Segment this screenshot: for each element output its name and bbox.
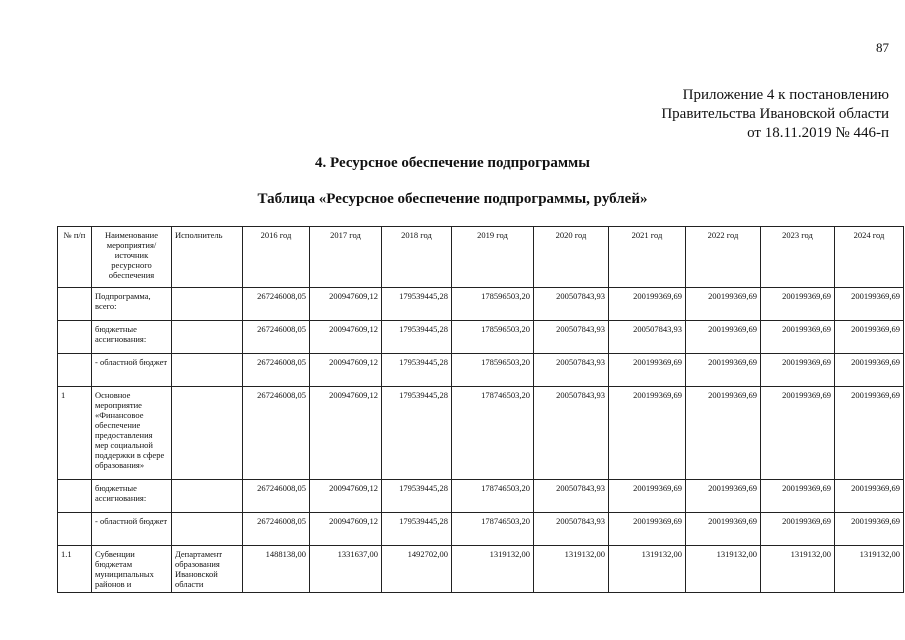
row-value: 200199369,69 — [609, 387, 686, 480]
row-value: 1331637,00 — [310, 546, 382, 593]
row-value: 200199369,69 — [761, 288, 835, 321]
row-value: 267246008,05 — [243, 387, 310, 480]
appendix-line-3: от 18.11.2019 № 446-п — [747, 125, 889, 141]
row-value: 1319132,00 — [534, 546, 609, 593]
header-name: Наименование мероприятия/ источник ресурсного обеспечения — [92, 227, 172, 288]
row-value: 179539445,28 — [382, 480, 452, 513]
row-value: 200199369,69 — [835, 288, 904, 321]
row-value: 1319132,00 — [452, 546, 534, 593]
row-value: 200947609,12 — [310, 321, 382, 354]
header-year: 2016 год — [243, 227, 310, 288]
table-row — [58, 387, 904, 480]
row-value: 179539445,28 — [382, 321, 452, 354]
row-value: 200199369,69 — [835, 387, 904, 480]
row-value: 1319132,00 — [609, 546, 686, 593]
row-value: 200199369,69 — [686, 513, 761, 546]
row-value: 267246008,05 — [243, 288, 310, 321]
row-value: 200199369,69 — [609, 480, 686, 513]
row-value: 200199369,69 — [761, 354, 835, 387]
row-value: 267246008,05 — [243, 513, 310, 546]
table-header-row — [58, 227, 904, 288]
row-value: 200199369,69 — [686, 354, 761, 387]
row-value: 200199369,69 — [835, 513, 904, 546]
row-value: 178596503,20 — [452, 354, 534, 387]
row-value: 1319132,00 — [761, 546, 835, 593]
row-executor — [172, 321, 243, 354]
row-value: 200507843,93 — [609, 321, 686, 354]
row-value: 1488138,00 — [243, 546, 310, 593]
row-idx — [58, 513, 92, 546]
row-executor: Департамент образования Ивановской области — [172, 546, 243, 593]
table-row — [58, 354, 904, 387]
row-name: бюджетные ассигнования: — [92, 321, 172, 354]
row-value: 200947609,12 — [310, 480, 382, 513]
header-year: 2023 год — [761, 227, 835, 288]
row-value: 178746503,20 — [452, 387, 534, 480]
row-value: 200947609,12 — [310, 387, 382, 480]
header-year: 2020 год — [534, 227, 609, 288]
header-year: 2022 год — [686, 227, 761, 288]
row-value: 200199369,69 — [835, 354, 904, 387]
section-title: 4. Ресурсное обеспечение подпрограммы — [315, 155, 590, 171]
row-value: 179539445,28 — [382, 513, 452, 546]
resource-table — [57, 226, 904, 593]
row-name: - областной бюджет — [92, 513, 172, 546]
row-value: 178596503,20 — [452, 321, 534, 354]
row-value: 179539445,28 — [382, 354, 452, 387]
row-name: Основное мероприятие «Финансовое обеспечение предоставления мер социальной поддержки в сфере образования» — [92, 387, 172, 480]
row-value: 200199369,69 — [835, 480, 904, 513]
row-value: 200507843,93 — [534, 513, 609, 546]
row-value: 200199369,69 — [609, 288, 686, 321]
table-row — [58, 513, 904, 546]
row-value: 200947609,12 — [310, 354, 382, 387]
row-value: 178596503,20 — [452, 288, 534, 321]
row-value: 200199369,69 — [609, 513, 686, 546]
row-executor — [172, 480, 243, 513]
row-idx — [58, 354, 92, 387]
header-idx: № п/п — [58, 227, 92, 288]
table-row — [58, 321, 904, 354]
row-idx: 1 — [58, 387, 92, 480]
row-value: 200947609,12 — [310, 288, 382, 321]
row-value: 267246008,05 — [243, 321, 310, 354]
row-value: 200199369,69 — [686, 387, 761, 480]
appendix-line-2: Правительства Ивановской области — [661, 106, 889, 122]
row-value: 1319132,00 — [686, 546, 761, 593]
row-name: - областной бюджет — [92, 354, 172, 387]
row-value: 200947609,12 — [310, 513, 382, 546]
table-row — [58, 480, 904, 513]
appendix-header — [661, 86, 889, 143]
row-idx — [58, 288, 92, 321]
header-year: 2018 год — [382, 227, 452, 288]
header-year: 2021 год — [609, 227, 686, 288]
row-idx — [58, 321, 92, 354]
row-value: 179539445,28 — [382, 387, 452, 480]
row-idx — [58, 480, 92, 513]
table-row — [58, 546, 904, 593]
table-row — [58, 288, 904, 321]
row-executor — [172, 513, 243, 546]
header-year: 2024 год — [835, 227, 904, 288]
row-value: 200199369,69 — [686, 321, 761, 354]
row-value: 267246008,05 — [243, 354, 310, 387]
header-year: 2017 год — [310, 227, 382, 288]
row-executor — [172, 354, 243, 387]
row-name: Подпрограмма, всего: — [92, 288, 172, 321]
row-value: 200199369,69 — [835, 321, 904, 354]
row-value: 200199369,69 — [761, 480, 835, 513]
row-value: 200507843,93 — [534, 354, 609, 387]
appendix-line-1: Приложение 4 к постановлению — [682, 87, 889, 103]
row-executor — [172, 288, 243, 321]
row-value: 200199369,69 — [761, 387, 835, 480]
row-idx: 1.1 — [58, 546, 92, 593]
row-value: 200199369,69 — [761, 513, 835, 546]
row-value: 200507843,93 — [534, 288, 609, 321]
row-name: Субвенции бюджетам муниципальных районов и — [92, 546, 172, 593]
row-value: 179539445,28 — [382, 288, 452, 321]
row-value: 1319132,00 — [835, 546, 904, 593]
row-executor — [172, 387, 243, 480]
row-value: 200199369,69 — [686, 288, 761, 321]
row-name: бюджетные ассигнования: — [92, 480, 172, 513]
row-value: 267246008,05 — [243, 480, 310, 513]
row-value: 178746503,20 — [452, 513, 534, 546]
table-title: Таблица «Ресурсное обеспечение подпрограммы, рублей» — [257, 191, 648, 207]
row-value: 200507843,93 — [534, 321, 609, 354]
row-value: 200507843,93 — [534, 480, 609, 513]
row-value: 200199369,69 — [609, 354, 686, 387]
row-value: 200507843,93 — [534, 387, 609, 480]
header-year: 2019 год — [452, 227, 534, 288]
row-value: 200199369,69 — [761, 321, 835, 354]
header-executor: Исполнитель — [172, 227, 243, 288]
row-value: 1492702,00 — [382, 546, 452, 593]
row-value: 200199369,69 — [686, 480, 761, 513]
page-number: 87 — [876, 40, 889, 55]
row-value: 178746503,20 — [452, 480, 534, 513]
